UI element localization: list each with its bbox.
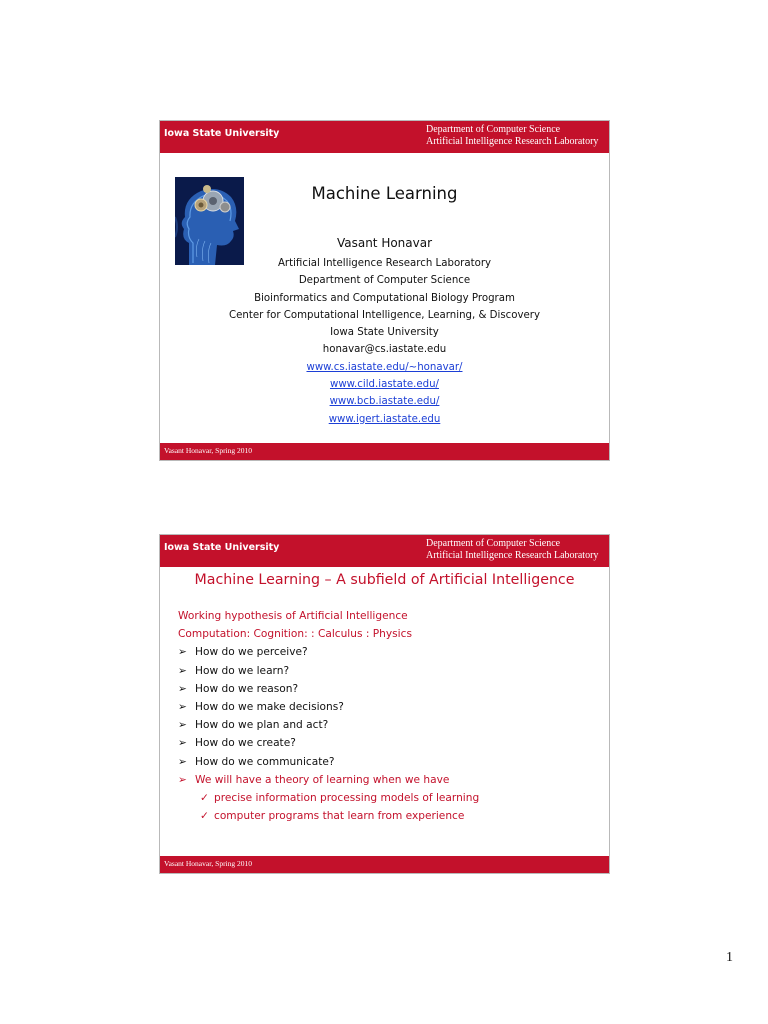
list-item-text: How do we reason? [195,682,299,695]
checkmark-icon: ✓ [200,810,209,823]
igert-link[interactable]: www.igert.iastate.edu [328,413,441,425]
page-number: 1 [726,950,733,965]
slide-header [160,535,609,567]
list-item-text: How do we plan and act? [195,719,329,732]
department-block [426,124,598,148]
list-item-text: How do we perceive? [195,646,308,659]
checkmark-icon: ✓ [200,792,209,805]
arrow-bullet-icon: ➢ [178,701,187,714]
lab-name: Artificial Intelligence Research Laboratory [426,550,599,561]
list-item-text: We will have a theory of learning when we have [195,773,450,786]
list-item [178,680,598,698]
department-name: Department of Computer Science [426,124,561,135]
university-name: Iowa State University [164,542,280,553]
slide-2 [159,534,610,874]
homepage-link[interactable]: www.cs.iastate.edu/~honavar/ [306,361,463,373]
author-name: Vasant Honavar [336,236,433,250]
list-item [178,643,598,661]
bcb-link[interactable]: www.bcb.iastate.edu/ [329,396,440,408]
footer-text: Vasant Honavar, Spring 2010 [164,859,253,868]
arrow-bullet-icon: ➢ [178,737,187,750]
list-item-text: How do we communicate? [195,755,335,768]
sub-list-item [178,789,598,807]
slide-title: Machine Learning – A subfield of Artificial Intelligence [194,572,575,588]
highlight-list-item [178,771,598,789]
sub-list-item-text: precise information processing models of learning [214,792,480,805]
list-item [178,753,598,771]
list-item [178,716,598,734]
affiliation-line: Department of Computer Science [298,275,471,287]
university-name: Iowa State University [164,128,280,139]
arrow-bullet-icon: ➢ [178,773,187,786]
affiliation-line: Center for Computational Intelligence, Learning, & Discovery [229,309,540,321]
slide-1 [159,120,610,461]
lab-name: Artificial Intelligence Research Laboratory [426,136,599,147]
cild-link[interactable]: www.cild.iastate.edu/ [329,379,439,391]
affiliation-list [160,255,609,428]
sub-list-item-text: computer programs that learn from experience [214,810,465,823]
list-item [178,698,598,716]
list-item-text: How do we create? [195,737,296,750]
sub-list-item [178,807,598,825]
intro-line: Computation: Cognition: : Calculus : Physics [178,628,412,641]
department-block [426,538,598,562]
list-item [178,734,598,752]
list-item-text: How do we learn? [195,664,290,677]
slide-title: Machine Learning [311,184,458,203]
intro-line: Working hypothesis of Artificial Intelligence [178,610,408,622]
arrow-bullet-icon: ➢ [178,755,187,768]
arrow-bullet-icon: ➢ [178,682,187,695]
department-name: Department of Computer Science [426,538,561,549]
list-item-text: How do we make decisions? [195,701,344,714]
affiliation-line: Artificial Intelligence Research Laboratory [277,258,492,269]
arrow-bullet-icon: ➢ [178,719,187,732]
affiliation-line: Bioinformatics and Computational Biology Program [254,292,515,304]
slide-footer [160,856,609,873]
arrow-bullet-icon: ➢ [178,664,187,677]
email-address: honavar@cs.iastate.edu [322,344,447,356]
slide-body [178,607,598,825]
slide-header [160,121,609,153]
slide-footer [160,443,609,460]
arrow-bullet-icon: ➢ [178,646,187,659]
affiliation-line: Iowa State University [330,327,439,339]
footer-text: Vasant Honavar, Spring 2010 [164,446,253,455]
list-item [178,662,598,680]
